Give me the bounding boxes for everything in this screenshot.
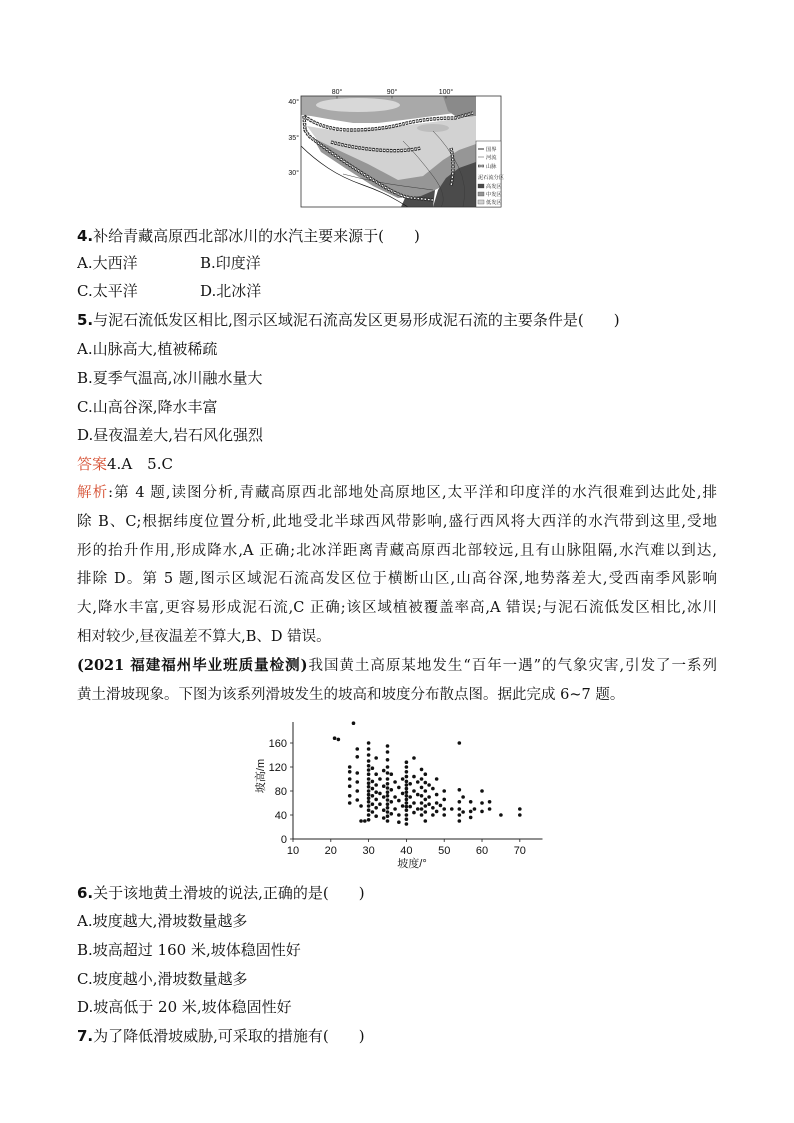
scatter-point	[371, 802, 375, 806]
scatter-point	[386, 777, 390, 781]
lat-label: 40°	[288, 99, 299, 106]
scatter-point	[499, 813, 503, 817]
scatter-point	[386, 782, 390, 786]
y-tick-label: 120	[268, 762, 287, 774]
lon-label: 90°	[386, 89, 398, 96]
scatter-point	[518, 807, 522, 811]
scatter-point	[405, 801, 409, 805]
x-tick-label: 60	[475, 845, 489, 857]
option-c: C.坡度越小,滑坡数量越多	[77, 970, 248, 988]
scatter-point	[348, 784, 352, 788]
scatter-point	[412, 775, 416, 779]
option-d: D.坡高低于 20 米,坡体稳固性好	[77, 998, 292, 1016]
option-a: A.大西洋	[77, 254, 138, 272]
scatter-point	[424, 810, 428, 814]
question-7-stem	[77, 1025, 717, 1047]
scatter-point	[412, 801, 416, 805]
x-tick-label: 10	[286, 845, 300, 857]
scatter-point	[518, 813, 522, 817]
y-axis-label: 坡高/m	[255, 758, 267, 794]
scatter-point	[420, 813, 424, 817]
source-text: 我国黄土高原某地发生“百年一遇”的气象灾害,引发了一系列	[307, 658, 717, 674]
slope-scatter-chart	[250, 712, 550, 872]
scatter-point	[382, 784, 386, 788]
scatter-point	[450, 807, 454, 811]
scatter-point	[469, 810, 473, 814]
question-text: 与泥石流低发区相比,图示区域泥石流高发区更易形成泥石流的主要条件是( )	[93, 311, 620, 329]
analysis-label: 解析	[77, 485, 109, 501]
scatter-point	[348, 794, 352, 798]
scatter-point	[480, 801, 484, 805]
scatter-point	[367, 808, 371, 812]
scatter-point	[424, 772, 428, 776]
scatter-point	[405, 790, 409, 794]
scatter-point	[431, 806, 435, 810]
scatter-point	[420, 807, 424, 811]
scatter-point	[461, 810, 465, 814]
option-a: A.山脉高大,植被稀疏	[77, 340, 218, 358]
scatter-point	[374, 798, 378, 802]
scatter-point	[488, 800, 492, 804]
scatter-point	[367, 793, 371, 797]
scatter-point	[397, 813, 401, 817]
scatter-point	[405, 822, 409, 826]
x-tick-label: 20	[324, 845, 337, 857]
scatter-point	[488, 807, 492, 811]
qaidam-area	[417, 124, 449, 132]
question-text: 为了降低滑坡威胁,可采取的措施有( )	[93, 1027, 365, 1045]
scatter-point	[367, 772, 371, 776]
scatter-point	[386, 744, 390, 748]
legend-low-swatch	[478, 200, 484, 204]
answer-line	[77, 453, 717, 475]
scatter-point	[355, 789, 359, 793]
scatter-point	[435, 810, 439, 814]
analysis-line	[77, 482, 717, 504]
scatter-point	[367, 800, 371, 804]
scatter-point	[367, 753, 371, 757]
analysis-line: 大,降水丰富,更容易形成泥石流,C 正确;该区域植被覆盖率高,A 错误;与泥石流低发区相比,冰川	[77, 600, 717, 616]
question-text: 关于该地黄土滑坡的说法,正确的是( )	[93, 884, 365, 902]
scatter-point	[420, 801, 424, 805]
scatter-point	[461, 795, 465, 799]
scatter-point	[333, 736, 337, 740]
legend-mid-swatch	[478, 192, 484, 196]
legend-border-label: 国界	[486, 147, 497, 153]
option-c: C.山高谷深,降水丰富	[77, 398, 218, 416]
scatter-point	[458, 813, 462, 817]
scatter-point	[386, 806, 390, 810]
scatter-point	[378, 802, 382, 806]
scatter-point	[367, 777, 371, 781]
scatter-point	[405, 787, 409, 791]
scatter-point	[458, 788, 462, 792]
scatter-point	[386, 814, 390, 818]
analysis-line: 排除 D。第 5 题,图示区域泥石流高发区位于横断山区,山高谷深,地势落差大,受西南季风影响	[77, 571, 717, 587]
scatter-point	[355, 798, 359, 802]
scatter-point	[367, 804, 371, 808]
x-tick-label: 30	[362, 845, 375, 857]
scatter-point	[371, 810, 375, 814]
x-tick-label: 50	[438, 845, 451, 857]
scatter-point	[348, 801, 352, 805]
scatter-point	[458, 800, 462, 804]
scatter-point	[378, 792, 382, 796]
question-4-stem	[77, 225, 717, 247]
y-tick-label: 40	[274, 810, 287, 822]
question-number: 5.	[77, 311, 94, 329]
scatter-point	[371, 787, 375, 791]
scatter-point	[424, 789, 428, 793]
scatter-point	[420, 777, 424, 781]
answer-text: 4.A 5.C	[107, 455, 173, 473]
scatter-point	[393, 780, 397, 784]
scatter-point	[374, 814, 378, 818]
option-b: B.印度洋	[200, 254, 261, 272]
scatter-point	[416, 793, 420, 797]
scatter-point	[405, 794, 409, 798]
scatter-point	[386, 790, 390, 794]
scatter-point	[386, 771, 390, 775]
answer-label: 答案	[77, 455, 108, 473]
option-d: D.昼夜温差大,岩石风化强烈	[77, 426, 264, 444]
scatter-point	[374, 756, 378, 760]
scatter-point	[348, 765, 352, 769]
lon-label: 80°	[331, 89, 343, 96]
scatter-point	[427, 783, 431, 787]
scatter-point	[355, 771, 359, 775]
scatter-point	[420, 786, 424, 790]
scatter-point	[393, 807, 397, 811]
scatter-point	[371, 780, 375, 784]
scatter-point	[355, 747, 359, 751]
scatter-point	[382, 816, 386, 820]
scatter-point	[458, 741, 462, 745]
lat-label: 35°	[288, 135, 299, 142]
scatter-point	[480, 810, 484, 814]
scatter-point	[420, 768, 424, 772]
x-tick-label: 70	[513, 845, 526, 857]
scatter-point	[405, 798, 409, 802]
scatter-point	[427, 795, 431, 799]
question-number: 4.	[77, 227, 94, 245]
analysis-line: 相对较少,昼夜温差不算大,B、D 错误。	[77, 629, 331, 645]
scatter-point	[420, 794, 424, 798]
scatter-point	[367, 818, 371, 822]
scatter-point	[386, 802, 390, 806]
scatter-point	[382, 769, 386, 773]
analysis-line: 形的抬升作用,形成降水,A 正确;北冰洋距离青藏高原西北部较远,且有山脉阻隔,水汽难以到达,	[77, 543, 717, 559]
analysis-text: :第 4 题,读图分析,青藏高原西北部地处高原地区,太平洋和印度洋的水汽很难到达此处,排	[108, 485, 717, 501]
scatter-point	[405, 783, 409, 787]
scatter-point	[389, 772, 393, 776]
option-b: B.坡高超过 160 米,坡体稳固性好	[77, 941, 301, 959]
scatter-point	[367, 789, 371, 793]
scatter-point	[416, 780, 420, 784]
debris-flow-map	[283, 86, 508, 212]
scatter-point	[480, 789, 484, 793]
y-tick-label: 0	[280, 834, 287, 846]
scatter-point	[416, 807, 420, 811]
scatter-point	[424, 781, 428, 785]
scatter-point	[386, 750, 390, 754]
scatter-point	[412, 789, 416, 793]
scatter-point	[442, 789, 446, 793]
scatter-point	[431, 813, 435, 817]
legend-high-label: 高发区	[486, 184, 502, 190]
lat-label: 30°	[288, 170, 299, 177]
scatter-point	[424, 798, 428, 802]
scatter-point	[431, 787, 435, 791]
scatter-point	[405, 765, 409, 769]
scatter-point	[473, 807, 477, 811]
scatter-point	[374, 806, 378, 810]
scatter-point	[469, 816, 473, 820]
scatter-point	[405, 760, 409, 764]
scatter-point	[367, 764, 371, 768]
hengduan-mountain-range	[451, 148, 453, 186]
map-legend	[476, 141, 504, 207]
option-d: D.北冰洋	[200, 282, 262, 300]
scatter-point	[442, 813, 446, 817]
scatter-point	[412, 811, 416, 815]
scatter-point	[355, 780, 359, 784]
scatter-plot-layer	[269, 721, 543, 857]
scatter-point	[386, 758, 390, 762]
scatter-point	[371, 794, 375, 798]
scatter-point	[405, 775, 409, 779]
scatter-point	[458, 807, 462, 811]
scatter-point	[439, 804, 443, 808]
scatter-point	[378, 777, 382, 781]
scatter-point	[367, 759, 371, 763]
option-b: B.夏季气温高,冰川融水量大	[77, 369, 263, 387]
y-tick-label: 160	[268, 738, 287, 750]
scatter-point	[397, 820, 401, 824]
option-c: C.太平洋	[77, 282, 138, 300]
scatter-point	[469, 800, 473, 804]
scatter-point	[435, 793, 439, 797]
scatter-point	[424, 819, 428, 823]
question-5-stem	[77, 309, 717, 331]
scatter-point	[374, 783, 378, 787]
y-tick-label: 80	[274, 786, 287, 798]
scatter-point	[458, 819, 462, 823]
scatter-point	[401, 792, 405, 796]
scatter-point	[405, 808, 409, 812]
scatter-point	[435, 801, 439, 805]
scatter-point	[405, 770, 409, 774]
scatter-point	[367, 768, 371, 772]
scatter-point	[389, 812, 393, 816]
option-a: A.坡度越大,滑坡数量越多	[77, 912, 248, 930]
scatter-point	[442, 807, 446, 811]
source-tag: (2021 福建福州毕业班质量检测)	[77, 657, 308, 674]
scatter-point	[408, 795, 412, 799]
scatter-point	[367, 747, 371, 751]
scatter-point	[355, 755, 359, 759]
scatter-point	[371, 766, 375, 770]
scatter-point	[405, 780, 409, 784]
scatter-point	[424, 804, 428, 808]
scatter-point	[408, 782, 412, 786]
question-number: 7.	[77, 1027, 94, 1045]
scatter-point	[397, 786, 401, 790]
scatter-point	[405, 817, 409, 821]
scatter-point	[363, 819, 367, 823]
scatter-point	[337, 738, 341, 742]
question-text: 补给青藏高原西北部冰川的水汽主要来源于( )	[93, 227, 420, 245]
scatter-point	[386, 798, 390, 802]
scatter-point	[367, 813, 371, 817]
scatter-point	[367, 741, 371, 745]
scatter-point	[367, 781, 371, 785]
scatter-point	[386, 810, 390, 814]
scatter-point	[382, 795, 386, 799]
scatter-point	[386, 819, 390, 823]
scatter-point	[412, 756, 416, 760]
scatter-point	[397, 799, 401, 803]
scatter-point	[427, 802, 431, 806]
scatter-point	[348, 777, 352, 781]
scatter-point	[374, 772, 378, 776]
scatter-point	[367, 785, 371, 789]
scatter-point	[405, 813, 409, 817]
scatter-point	[389, 800, 393, 804]
scatter-point	[393, 795, 397, 799]
scatter-point	[401, 777, 405, 781]
legend-high-swatch	[478, 184, 484, 188]
scatter-point	[386, 794, 390, 798]
scatter-point	[386, 786, 390, 790]
x-axis-label: 坡度/°	[397, 858, 427, 870]
legend-low-label: 低发区	[486, 200, 502, 206]
source-line	[77, 655, 717, 677]
legend-zone-title: 泥石流分区	[478, 175, 504, 181]
scatter-point	[389, 788, 393, 792]
question-number: 6.	[77, 884, 94, 902]
scatter-point	[382, 808, 386, 812]
scatter-point	[374, 790, 378, 794]
legend-river-label: 河流	[486, 155, 497, 161]
lon-label: 100°	[438, 89, 454, 96]
legend-mountain-label: 山脉	[486, 164, 497, 170]
scatter-point	[386, 765, 390, 769]
map-area	[301, 96, 501, 207]
question-6-stem	[77, 882, 717, 904]
analysis-line: 除 B、C;根据纬度位置分析,此地受北半球西风带影响,盛行西风将大西洋的水汽带到这里,受地	[77, 514, 717, 530]
legend-mid-label: 中发区	[486, 192, 502, 198]
scatter-point	[367, 796, 371, 800]
x-tick-label: 40	[400, 845, 413, 857]
scatter-point	[408, 805, 412, 809]
scatter-point	[405, 805, 409, 809]
scatter-point	[401, 804, 405, 808]
source-line: 黄土滑坡现象。下图为该系列滑坡发生的坡高和坡度分布散点图。据此完成 6~7 题。	[77, 687, 625, 703]
scatter-point	[348, 770, 352, 774]
scatter-point	[442, 798, 446, 802]
scatter-point	[359, 804, 363, 808]
scatter-point	[359, 819, 363, 823]
scatter-point	[352, 721, 356, 725]
tarim-basin-area	[316, 98, 400, 112]
scatter-point	[435, 777, 439, 781]
